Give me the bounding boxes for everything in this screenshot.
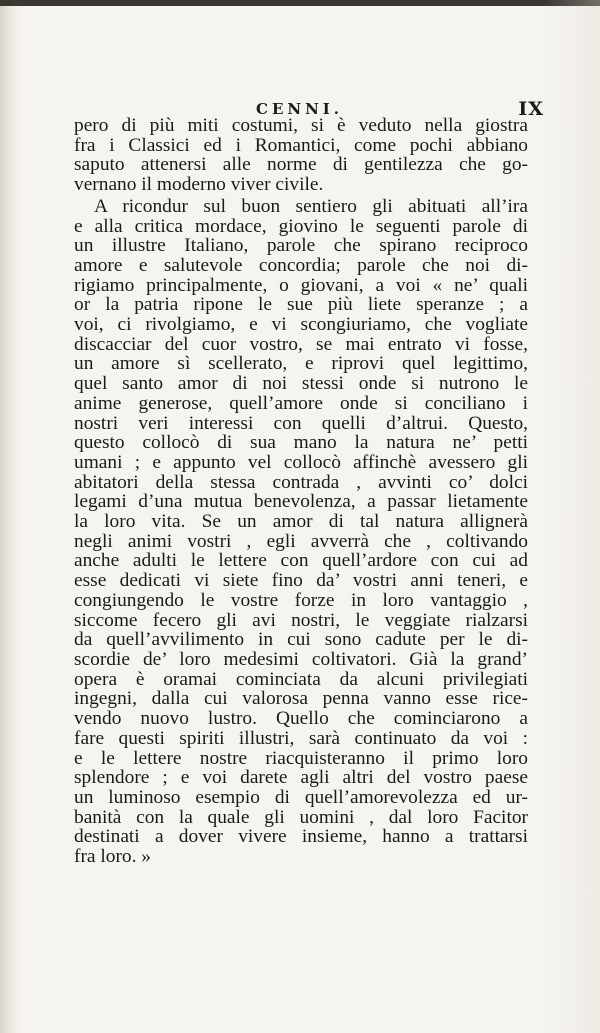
- text-line: scordie de’ loro medesimi coltivatori. Già la grand’: [74, 648, 528, 670]
- text-line: fra i Classici ed i Romantici, come pochi abbiano: [74, 134, 528, 156]
- text-line: questo collocò di sua mano la natura ne’ petti: [74, 432, 528, 454]
- text-line: discacciar del cuor vostro, se mai entrato vi fosse,: [74, 333, 528, 355]
- text-line: congiungendo le vostre forze in loro vantaggio ,: [74, 589, 528, 611]
- text-line: e alla critica mordace, giovino le seguenti parole di: [74, 215, 528, 237]
- text-line: abitatori della stessa contrada , avvinti co’ dolci: [74, 471, 528, 493]
- text-line: banità con la quale gli uomini , dal loro Facitor: [74, 806, 528, 828]
- text-line: e le lettere nostre riacquisteranno il primo loro: [74, 747, 528, 769]
- running-title: CENNI.: [256, 100, 344, 118]
- text-line: un illustre Italiano, parole che spirano reciproco: [74, 235, 528, 257]
- text-line: saputo attenersi alle norme di gentilezza che go-: [74, 154, 528, 176]
- text-line: umani ; e appunto vel collocò affinchè avessero gli: [74, 451, 528, 473]
- text-line: vendo nuovo lustro. Quello che cominciarono a: [74, 708, 528, 730]
- text-line: siccome fecero gli avi nostri, le veggiate rialzarsi: [74, 609, 528, 631]
- text-line: nostri veri interessi con quelli d’altrui. Questo,: [74, 412, 528, 434]
- text-line: A ricondur sul buon sentiero gli abituati all’ira: [94, 195, 528, 217]
- text-line: un amore sì scellerato, e riprovi quel legittimo,: [74, 353, 528, 375]
- text-line: rigiamo principalmente, o giovani, a voi « ne’ quali: [74, 274, 528, 296]
- body-text: [74, 116, 528, 867]
- text-line: quel santo amor di noi stessi onde si nutrono le: [74, 373, 528, 395]
- text-line: legami d’una mutua benevolenza, a passar lietamente: [74, 491, 528, 513]
- text-line: vernano il moderno viver civile.: [74, 174, 324, 196]
- text-line: fra loro. »: [74, 846, 151, 868]
- text-line: anime generose, quell’amore onde si conciliano i: [74, 392, 528, 414]
- text-line: un luminoso esempio di quell’amorevolezza ed ur-: [74, 786, 528, 808]
- text-line: anche adulti le lettere con quell’ardore con cui ad: [74, 550, 528, 572]
- text-line: da quell’avvilimento in cui sono cadute per le di-: [74, 629, 528, 651]
- text-line: pero di più miti costumi, si è veduto nella giostra: [74, 115, 528, 136]
- text-line: splendore ; e voi darete agli altri del vostro paese: [74, 767, 528, 789]
- text-line: destinati a dover vivere insieme, hanno a trattarsi: [74, 826, 528, 848]
- text-line: la loro vita. Se un amor di tal natura allignerà: [74, 511, 528, 533]
- text-line: opera è oramai cominciata da alcuni privilegiati: [74, 668, 528, 690]
- text-line: amore e salutevole concordia; parole che noi di-: [74, 254, 528, 276]
- page-top-edge: [0, 0, 600, 6]
- text-line: fare questi spiriti illustri, sarà continuato da voi :: [74, 727, 528, 749]
- text-line: ingegni, dalla cui valorosa penna vanno esse rice-: [74, 688, 528, 710]
- text-line: or la patria ripone le sue più liete speranze ; a: [74, 294, 528, 316]
- text-line: esse dedicati vi siete fino da’ vostri anni teneri, e: [74, 570, 528, 592]
- page-edge-shade: [544, 0, 600, 1033]
- page-number: IX: [518, 98, 544, 120]
- text-line: negli animi vostri , egli avverrà che , coltivando: [74, 530, 528, 552]
- text-line: voi, ci rivolgiamo, e vi scongiuriamo, che vogliate: [74, 314, 528, 336]
